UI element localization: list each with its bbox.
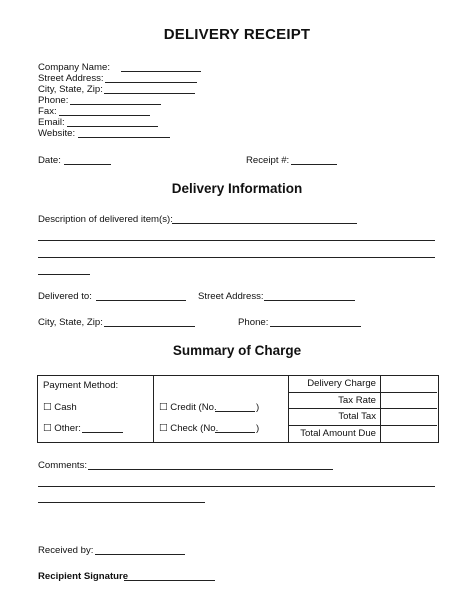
fax-field[interactable] bbox=[59, 115, 150, 116]
credit-checkbox[interactable]: ☐ bbox=[159, 402, 168, 413]
credit-number-field[interactable] bbox=[215, 411, 255, 412]
credit-label: Credit (No. bbox=[170, 402, 217, 413]
tax-rate-value[interactable] bbox=[381, 393, 436, 408]
cash-checkbox[interactable]: ☐ bbox=[43, 402, 52, 413]
other-option[interactable] bbox=[43, 423, 81, 434]
other-label: Other: bbox=[54, 423, 81, 434]
email-field[interactable] bbox=[67, 126, 158, 127]
cash-label: Cash bbox=[54, 402, 77, 413]
other-checkbox[interactable]: ☐ bbox=[43, 423, 52, 434]
recipient-signature-field[interactable] bbox=[124, 580, 215, 581]
tax-rate-label: Tax Rate bbox=[338, 395, 376, 406]
description-field[interactable] bbox=[172, 223, 357, 224]
phone-field[interactable] bbox=[70, 104, 161, 105]
delivery-street-label: Street Address: bbox=[198, 291, 264, 302]
check-checkbox[interactable]: ☐ bbox=[159, 423, 168, 434]
comments-label: Comments: bbox=[38, 460, 88, 471]
other-field[interactable] bbox=[82, 432, 123, 433]
receipt-number-field[interactable] bbox=[291, 164, 337, 165]
delivery-city-label: City, State, Zip: bbox=[38, 317, 103, 328]
website-label: Website: bbox=[38, 128, 76, 139]
total-tax-label: Total Tax bbox=[338, 411, 376, 422]
delivery-charge-label: Delivery Charge bbox=[307, 378, 376, 389]
delivered-to-field[interactable] bbox=[96, 300, 186, 301]
total-tax-value[interactable] bbox=[381, 409, 436, 424]
credit-close-paren: ) bbox=[256, 402, 260, 413]
phone-label: Phone: bbox=[38, 95, 69, 106]
received-by-label: Received by: bbox=[38, 545, 94, 556]
check-option[interactable] bbox=[159, 423, 218, 434]
delivery-city-field[interactable] bbox=[104, 326, 195, 327]
delivered-to-label: Delivered to: bbox=[38, 291, 92, 302]
check-close-paren: ) bbox=[256, 423, 260, 434]
total-amount-due-label: Total Amount Due bbox=[300, 428, 376, 439]
description-label: Description of delivered item(s): bbox=[38, 214, 173, 225]
description-line-3[interactable] bbox=[38, 257, 435, 258]
delivery-street-field[interactable] bbox=[264, 300, 355, 301]
cash-option[interactable] bbox=[43, 402, 77, 413]
summary-of-charge-heading: Summary of Charge bbox=[172, 343, 302, 358]
city-state-zip-label: City, State, Zip: bbox=[38, 84, 103, 95]
credit-option[interactable] bbox=[159, 402, 217, 413]
total-amount-due-value[interactable] bbox=[381, 426, 436, 441]
check-label: Check (No. bbox=[170, 423, 219, 434]
page-title: DELIVERY RECEIPT bbox=[163, 26, 311, 43]
recipient-signature-label: Recipient Signature bbox=[38, 571, 129, 582]
comments-field[interactable] bbox=[88, 469, 333, 470]
description-line-4[interactable] bbox=[38, 274, 90, 275]
receipt-number-label: Receipt #: bbox=[246, 155, 290, 166]
street-address-label: Street Address: bbox=[38, 73, 104, 84]
comments-line-3[interactable] bbox=[38, 502, 205, 503]
delivery-information-heading: Delivery Information bbox=[171, 181, 303, 196]
date-label: Date: bbox=[38, 155, 61, 166]
delivery-phone-field[interactable] bbox=[270, 326, 361, 327]
payment-method-label: Payment Method: bbox=[43, 380, 119, 391]
street-address-field[interactable] bbox=[105, 82, 197, 83]
check-number-field[interactable] bbox=[215, 432, 255, 433]
website-field[interactable] bbox=[78, 137, 170, 138]
company-name-label: Company Name: bbox=[38, 62, 110, 73]
delivery-phone-label: Phone: bbox=[238, 317, 269, 328]
fax-label: Fax: bbox=[38, 106, 57, 117]
city-state-zip-field[interactable] bbox=[104, 93, 195, 94]
delivery-charge-value[interactable] bbox=[381, 376, 436, 391]
date-field[interactable] bbox=[64, 164, 111, 165]
company-name-field[interactable] bbox=[121, 71, 201, 72]
description-line-2[interactable] bbox=[38, 240, 435, 241]
received-by-field[interactable] bbox=[95, 554, 185, 555]
email-label: Email: bbox=[38, 117, 65, 128]
table-divider bbox=[153, 375, 154, 442]
comments-line-2[interactable] bbox=[38, 486, 435, 487]
